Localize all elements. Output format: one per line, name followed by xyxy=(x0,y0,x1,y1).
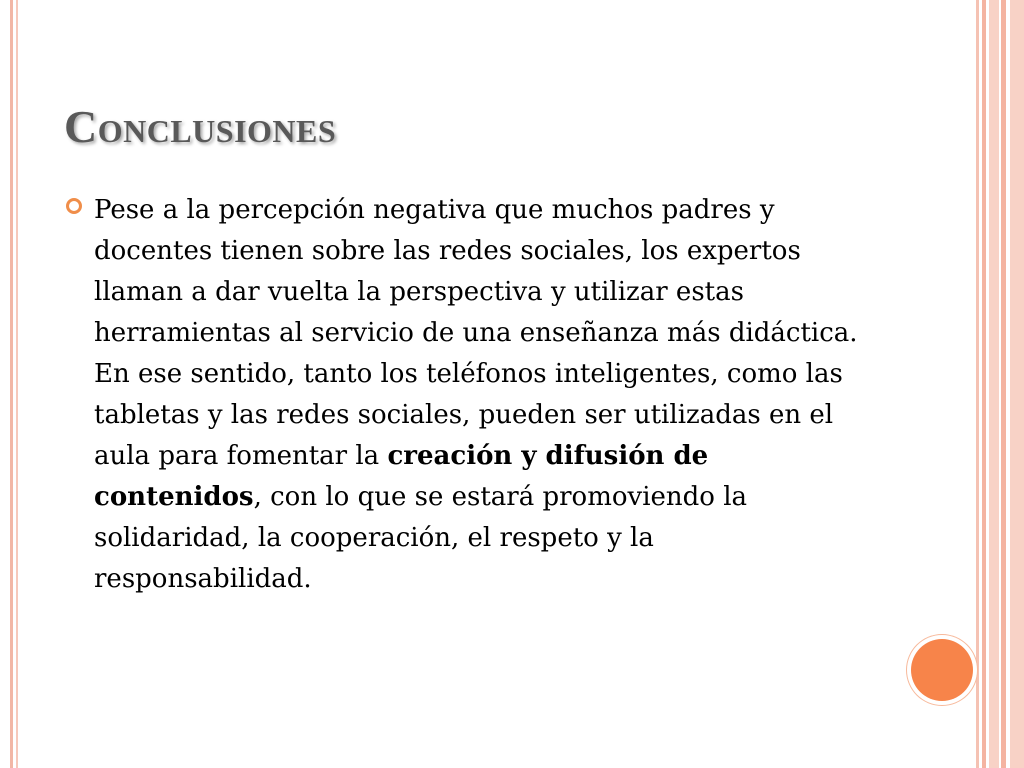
bullet-list xyxy=(64,190,864,600)
bullet-text-bold: creación y difusión de contenidos xyxy=(94,441,709,512)
left-border-line-inner xyxy=(16,0,18,768)
bullet-item xyxy=(64,190,864,600)
bullet-text-before: Pese a la percepción negativa que muchos padres y docentes tienen sobre las redes sociales, los expertos llaman a dar vuelta la perspectiva y utilizar estas herramientas al servicio de una enseñanza más didáctica. En ese sentido, tanto los teléfonos inteligentes, como las tabletas y las redes sociales, pueden ser utilizadas en el aula para fomentar la xyxy=(94,195,858,471)
decorative-circle-icon xyxy=(911,639,973,701)
slide-title: Conclusiones xyxy=(64,101,337,152)
left-border-line xyxy=(10,0,13,768)
right-border-stripe xyxy=(1001,0,1006,768)
right-border-stripe xyxy=(1010,0,1024,768)
bullet-text-after: , con lo que se estará promoviendo la solidaridad, la cooperación, el respeto y la responsabilidad. xyxy=(94,482,748,594)
right-border-stripe xyxy=(982,0,986,768)
right-border-stripe xyxy=(989,0,999,768)
right-border-stripe xyxy=(976,0,979,768)
ring-bullet-icon xyxy=(66,198,82,214)
